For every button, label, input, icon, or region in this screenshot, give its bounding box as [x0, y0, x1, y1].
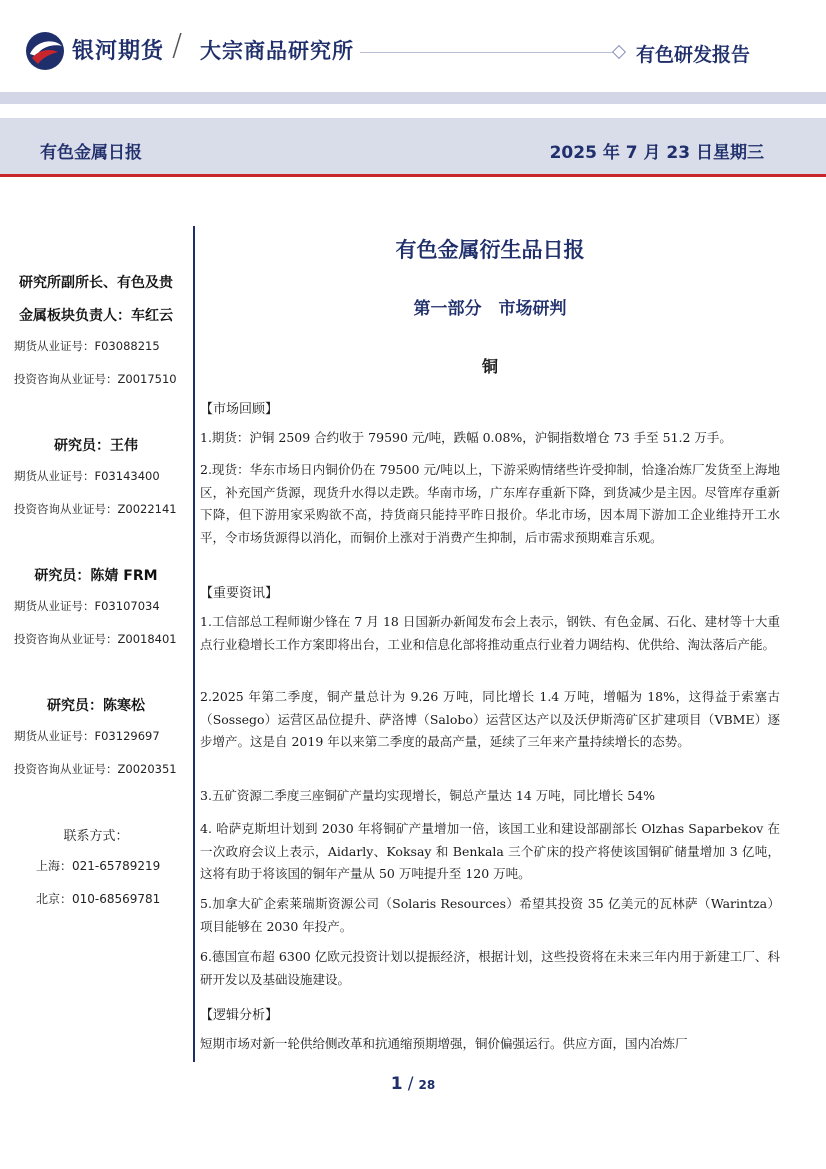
brand-name: 银河期货 [72, 39, 165, 64]
report-type: 有色研发报告 [636, 44, 751, 66]
analyst-consult-license: 投资咨询从业证号：Z0018401 [14, 632, 177, 646]
news-paragraph: 1.工信部总工程师谢少锋在 7 月 18 日国新办新闻发布会上表示，钢铁、有色金属、石化、建材等十大重点行业稳增长工作方案即将出台，工业和信息化部将推动重点行业着力调结构、优供给、淘汰落后产能。 [200, 614, 780, 652]
report-header [0, 0, 826, 92]
news-paragraph: 3.五矿资源二季度三座铜矿产量均实现增长，铜总产量达 14 万吨，同比增长 54% [200, 788, 656, 803]
section-label-news: 【重要资讯】 [200, 586, 279, 601]
news-paragraph: 5.加拿大矿企索莱瑞斯资源公司（Solaris Resources）希望其投资 35 亿美元的瓦林萨（Warintza）项目能够在 2030 年投产。 [200, 896, 780, 934]
institute-name: 大宗商品研究所 [200, 39, 354, 63]
analyst-title: 研究所副所长、有色及贵 [19, 275, 173, 291]
galaxy-futures-logo-icon [24, 30, 66, 72]
analyst-futures-license: 期货从业证号：F03107034 [14, 599, 160, 613]
contact-heading: 联系方式： [63, 829, 129, 844]
analyst-title: 研究员：陈寒松 [47, 698, 145, 714]
section-label-logic: 【逻辑分析】 [200, 1008, 279, 1023]
report-title: 有色金属衍生品日报 [395, 238, 585, 262]
page-number [0, 1074, 826, 1094]
analyst-futures-license: 期货从业证号：F03088215 [14, 339, 160, 353]
section-label-review: 【市场回顾】 [200, 402, 279, 417]
news-paragraph: 4. 哈萨克斯坦计划到 2030 年将铜矿产量增加一倍，该国工业和建设部副部长 Olzhas Saparbekov 在一次政府会议上表示，Aidarly、Koksay 和 Benkala 三个矿床的投产将使该国铜矿储量增加 3 亿吨，这将有助于将该国的铜年产量从 50 万吨提升至 120 万吨。 [200, 821, 780, 881]
commodity-heading: 铜 [481, 357, 498, 376]
analyst-title: 金属板块负责人：车红云 [19, 308, 173, 324]
page-current: 1 [390, 1074, 403, 1094]
news-paragraph: 6.德国宣布超 6300 亿欧元投资计划以提振经济，根据计划，这些投资将在未来三年内用于新建工厂、科研开发以及基础设施建设。 [200, 949, 780, 987]
news-paragraph: 2.2025 年第二季度，铜产量总计为 9.26 万吨，同比增长 1.4 万吨，增幅为 18%，这得益于索塞古（Sossego）运营区品位提升、萨洛博（Salobo）运营区达产以及沃伊斯湾矿区扩建项目（VBME）逐步增产。这是自 2019 年以来第二季度的最高产量，延续了三年来产量持续增长的态势。 [200, 689, 780, 749]
contact-shanghai: 上海：021-65789219 [36, 859, 161, 873]
header-band [0, 92, 826, 104]
report-date: 2025 年 7 月 23 日星期三 [549, 143, 764, 163]
contact-beijing: 北京：010-68569781 [36, 892, 161, 906]
diamond-icon [612, 45, 626, 59]
title-band-underline [0, 174, 826, 177]
header-divider [360, 52, 618, 53]
sidebar-divider [193, 226, 195, 1062]
analyst-consult-license: 投资咨询从业证号：Z0017510 [14, 372, 177, 386]
analyst-consult-license: 投资咨询从业证号：Z0022141 [14, 502, 177, 516]
analyst-title: 研究员：王伟 [54, 438, 138, 454]
analyst-title: 研究员：陈婧 FRM [34, 568, 158, 584]
report-category: 有色金属日报 [40, 143, 142, 163]
logic-paragraph: 短期市场对新一轮供给侧改革和抗通缩预期增强，铜价偏强运行。供应方面，国内冶炼厂 [200, 1036, 688, 1051]
review-paragraph: 1.期货：沪铜 2509 合约收于 79590 元/吨，跌幅 0.08%，沪铜指数增仓 73 手至 51.2 万手。 [200, 430, 732, 445]
section-part-heading: 第一部分 市场研判 [413, 299, 567, 319]
review-paragraph: 2.现货：华东市场日内铜价仍在 79500 元/吨以上，下游采购情绪些许受抑制，恰逢冶炼厂发货至上海地区，补充国产货源，现货升水得以走跌。华南市场，广东库存重新下降，到货减少是主因。尽管库存重新下降，但下游用家采购欲不高，持货商只能持平昨日报价。华北市场，因本周下游加工企业维持开工水平，令市场货源得以消化，而铜价上涨对于消费产生抑制，后市需求预期难言乐观。 [200, 462, 780, 545]
analyst-futures-license: 期货从业证号：F03143400 [14, 469, 160, 483]
analyst-futures-license: 期货从业证号：F03129697 [14, 729, 160, 743]
page-total: 28 [418, 1078, 436, 1092]
analyst-consult-license: 投资咨询从业证号：Z0020351 [14, 762, 177, 776]
page-separator: / [407, 1074, 414, 1094]
header-slash: / [172, 28, 183, 63]
